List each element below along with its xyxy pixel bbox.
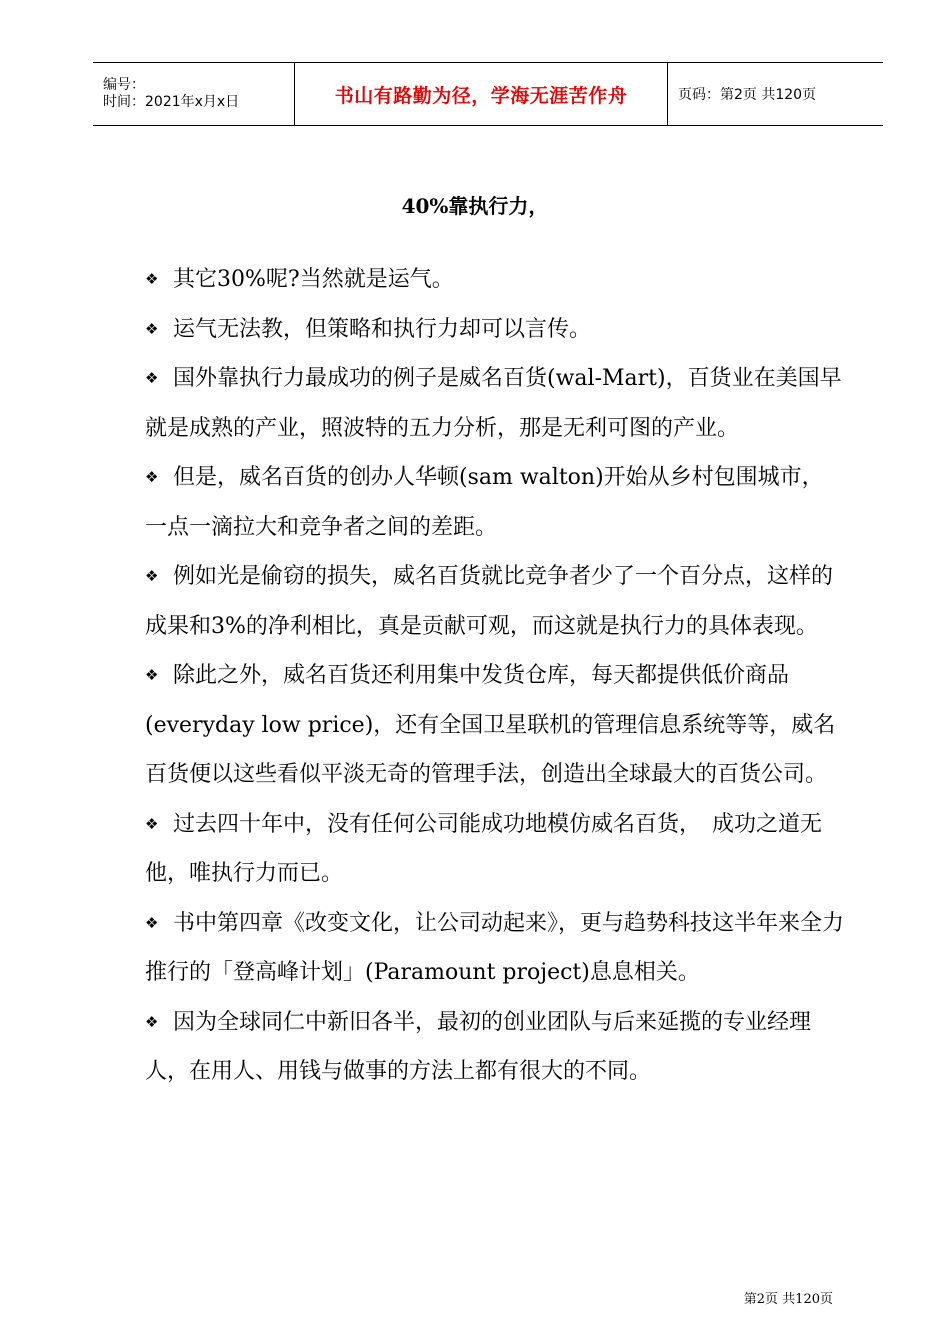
page-header bbox=[93, 62, 883, 126]
diamond-bullet-icon: ❖ bbox=[145, 814, 159, 833]
paragraph-text: 国外靠执行力最成功的例子是威名百货(wal-Mart)，百货业在美国早就是成熟的产业，照波特的五力分析，那是无利可图的产业。 bbox=[145, 366, 842, 441]
header-motto: 书山有路勤为径，学海无涯苦作舟 bbox=[334, 84, 628, 107]
diamond-bullet-icon: ❖ bbox=[145, 270, 159, 288]
header-page-cell bbox=[668, 63, 883, 125]
diamond-bullet-icon: ❖ bbox=[145, 319, 159, 338]
diamond-bullet-icon: ❖ bbox=[145, 913, 159, 932]
section-title: 40%靠执行力， bbox=[401, 194, 549, 218]
paragraph bbox=[145, 899, 845, 998]
paragraph-text: 书中第四章《改变文化，让公司动起来》，更与趋势科技这半年来全力推行的「登高峰计划」(Paramount project)息息相关。 bbox=[145, 910, 845, 985]
paragraph-text: 但是，威名百货的创办人华顿(sam walton)开始从乡村包围城市，一点一滴拉大和竞争者之间的差距。 bbox=[145, 465, 824, 540]
paragraph-text: 因为全球同仁中新旧各半，最初的创业团队与后来延揽的专业经理人，在用人、用钱与做事的方法上都有很大的不同。 bbox=[145, 1009, 812, 1084]
page-footer: 第2页 共120页 bbox=[743, 1292, 833, 1307]
diamond-bullet-icon: ❖ bbox=[145, 369, 159, 387]
paragraph-text: 过去四十年中，没有任何公司能成功地模仿威名百货， 成功之道无他，唯执行力而已。 bbox=[145, 811, 823, 886]
header-motto-cell bbox=[295, 63, 668, 125]
code-label: 编号： bbox=[103, 77, 145, 93]
paragraph bbox=[145, 998, 845, 1097]
diamond-bullet-icon: ❖ bbox=[145, 567, 159, 585]
paragraph bbox=[145, 800, 845, 899]
paragraph bbox=[145, 552, 845, 651]
paragraph bbox=[145, 651, 845, 800]
diamond-bullet-icon: ❖ bbox=[145, 468, 159, 486]
time-label: 时间：2021年x月x日 bbox=[103, 94, 240, 110]
paragraph bbox=[145, 305, 845, 355]
paragraph-text: 运气无法教，但策略和执行力却可以言传。 bbox=[173, 316, 592, 342]
paragraph bbox=[145, 354, 845, 453]
diamond-bullet-icon: ❖ bbox=[145, 1012, 159, 1031]
diamond-bullet-icon: ❖ bbox=[145, 666, 159, 684]
paragraph-text: 除此之外，威名百货还利用集中发货仓库，每天都提供低价商品(everyday low price)，还有全国卫星联机的管理信息系统等等，威名百货便以这些看似平淡无奇的管理手法，创造出全球最大的百货公司。 bbox=[145, 663, 836, 787]
paragraph bbox=[145, 453, 845, 552]
paragraph-text: 其它30%呢?当然就是运气。 bbox=[173, 267, 454, 292]
paragraph bbox=[145, 255, 845, 305]
document-body bbox=[145, 255, 845, 1097]
paragraph-text: 例如光是偷窃的损失，威名百货就比竞争者少了一个百分点，这样的成果和3%的净利相比，真是贡献可观，而这就是执行力的具体表现。 bbox=[145, 564, 834, 639]
header-meta bbox=[93, 63, 295, 125]
header-page-label: 页码：第2页 共120页 bbox=[678, 87, 817, 103]
